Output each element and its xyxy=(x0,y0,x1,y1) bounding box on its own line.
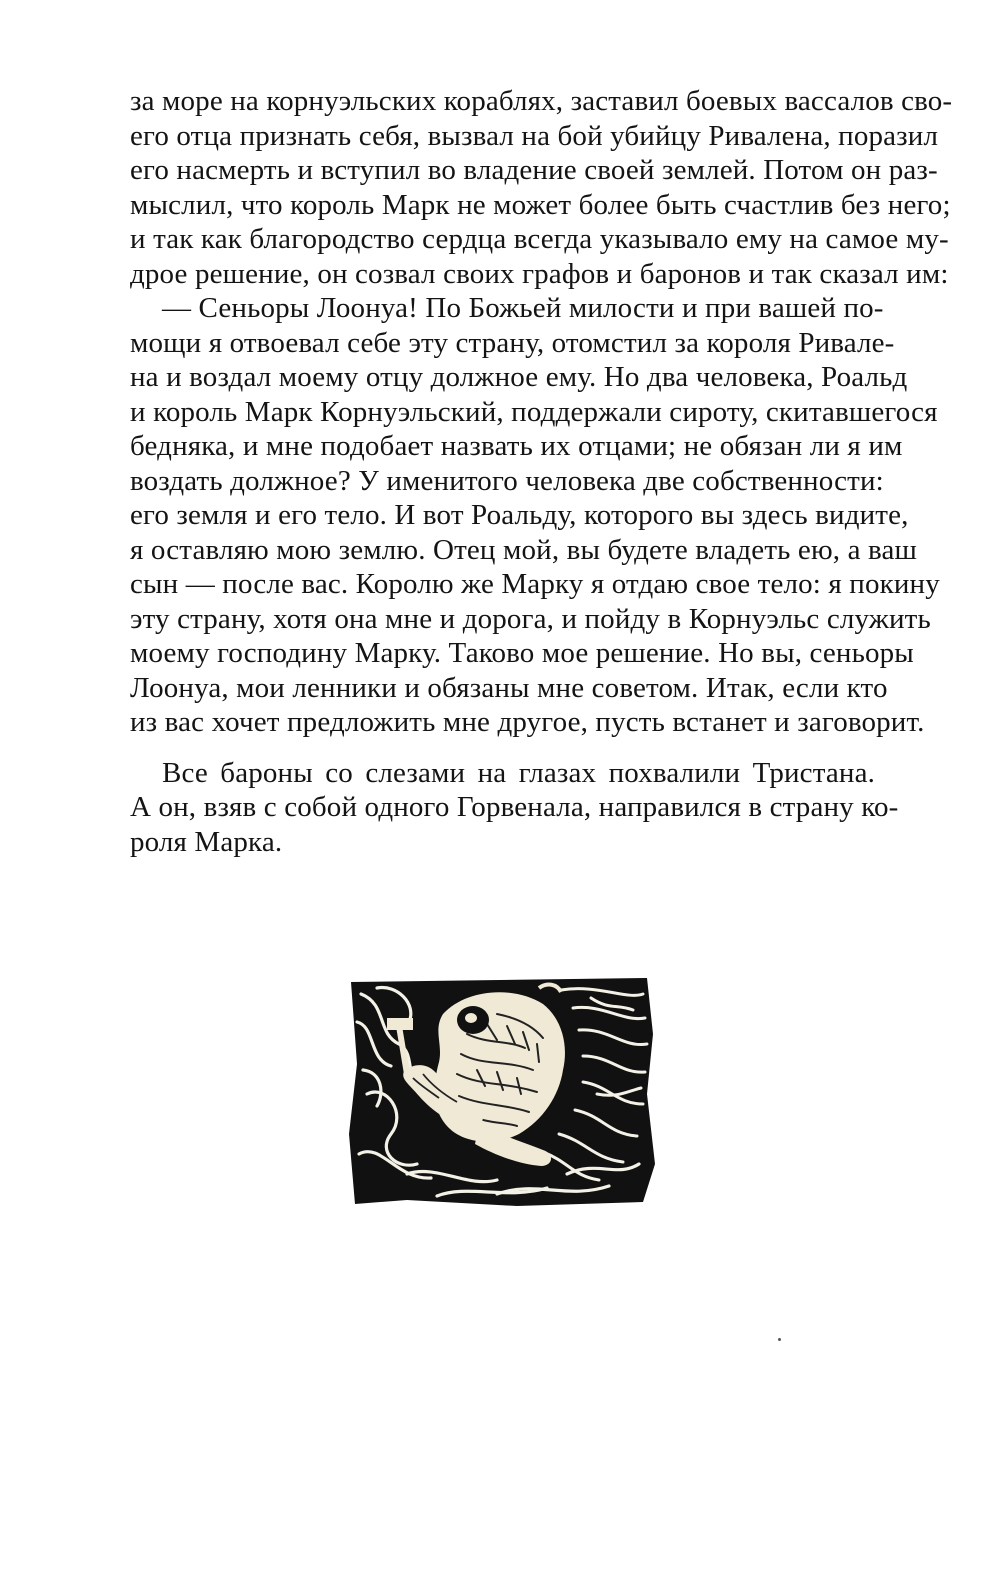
text-line: Все бароны со слезами на глазах похвалили Тристана. xyxy=(162,756,875,789)
text-line: эту страну, хотя она мне и дорога, и пойду в Корнуэльс служить xyxy=(130,602,931,635)
paragraph-spacer xyxy=(130,740,875,756)
text-line: за море на корнуэльских кораблях, заставил боевых вассалов сво- xyxy=(130,85,953,117)
text-line: дрое решение, он созвал своих графов и баронов и так сказал им: xyxy=(130,257,949,290)
text-line: воздать должное? У именитого человека две собственности: xyxy=(130,464,884,497)
text-line: и так как благородство сердца всегда указывало ему на самое му- xyxy=(130,223,949,255)
text-block xyxy=(130,84,953,859)
print-speck xyxy=(778,1338,781,1341)
paragraph-1 xyxy=(130,84,953,291)
text-line: сын — после вас. Королю же Марку я отдаю свое тело: я покину xyxy=(130,568,940,600)
text-line: я оставляю мою землю. Отец мой, вы будете владеть ею, а ваш xyxy=(130,533,917,566)
text-line: из вас хочет предложить мне другое, пусть встанет и заговорит. xyxy=(130,706,925,738)
woodcut-vignette-icon xyxy=(347,974,659,1208)
text-line: бедняка, и мне подобает назвать их отцами; не обязан ли я им xyxy=(130,430,903,462)
paragraph-3 xyxy=(130,756,899,860)
text-line: мощи я отвоевал себе эту страну, отомстил за короля Ривале- xyxy=(130,326,895,359)
text-line: моему господину Марку. Таково мое решение. Но вы, сеньоры xyxy=(130,637,914,669)
text-line: на и воздал моему отцу должное ему. Но два человека, Роальд xyxy=(130,361,908,393)
text-line: мыслил, что король Марк не может более быть счастлив без него; xyxy=(130,188,951,221)
text-line: — Сеньоры Лоонуа! По Божьей милости и при вашей по- xyxy=(162,292,884,324)
text-line: Лоонуа, мои ленники и обязаны мне советом. Итак, если кто xyxy=(130,671,888,704)
text-line: его отца признать себя, вызвал на бой убийцу Ривалена, поразил xyxy=(130,119,939,152)
text-line: его земля и его тело. И вот Роальду, которого вы здесь видите, xyxy=(130,499,909,531)
text-line: роля Марка. xyxy=(130,825,283,858)
text-line: и король Марк Корнуэльский, поддержали сироту, скитавшегося xyxy=(130,395,938,428)
text-line: его насмерть и вступил во владение своей землей. Потом он раз- xyxy=(130,154,938,186)
paragraph-2 xyxy=(130,291,940,740)
text-line: А он, взяв с собой одного Горвенала, направился в страну ко- xyxy=(130,791,899,823)
